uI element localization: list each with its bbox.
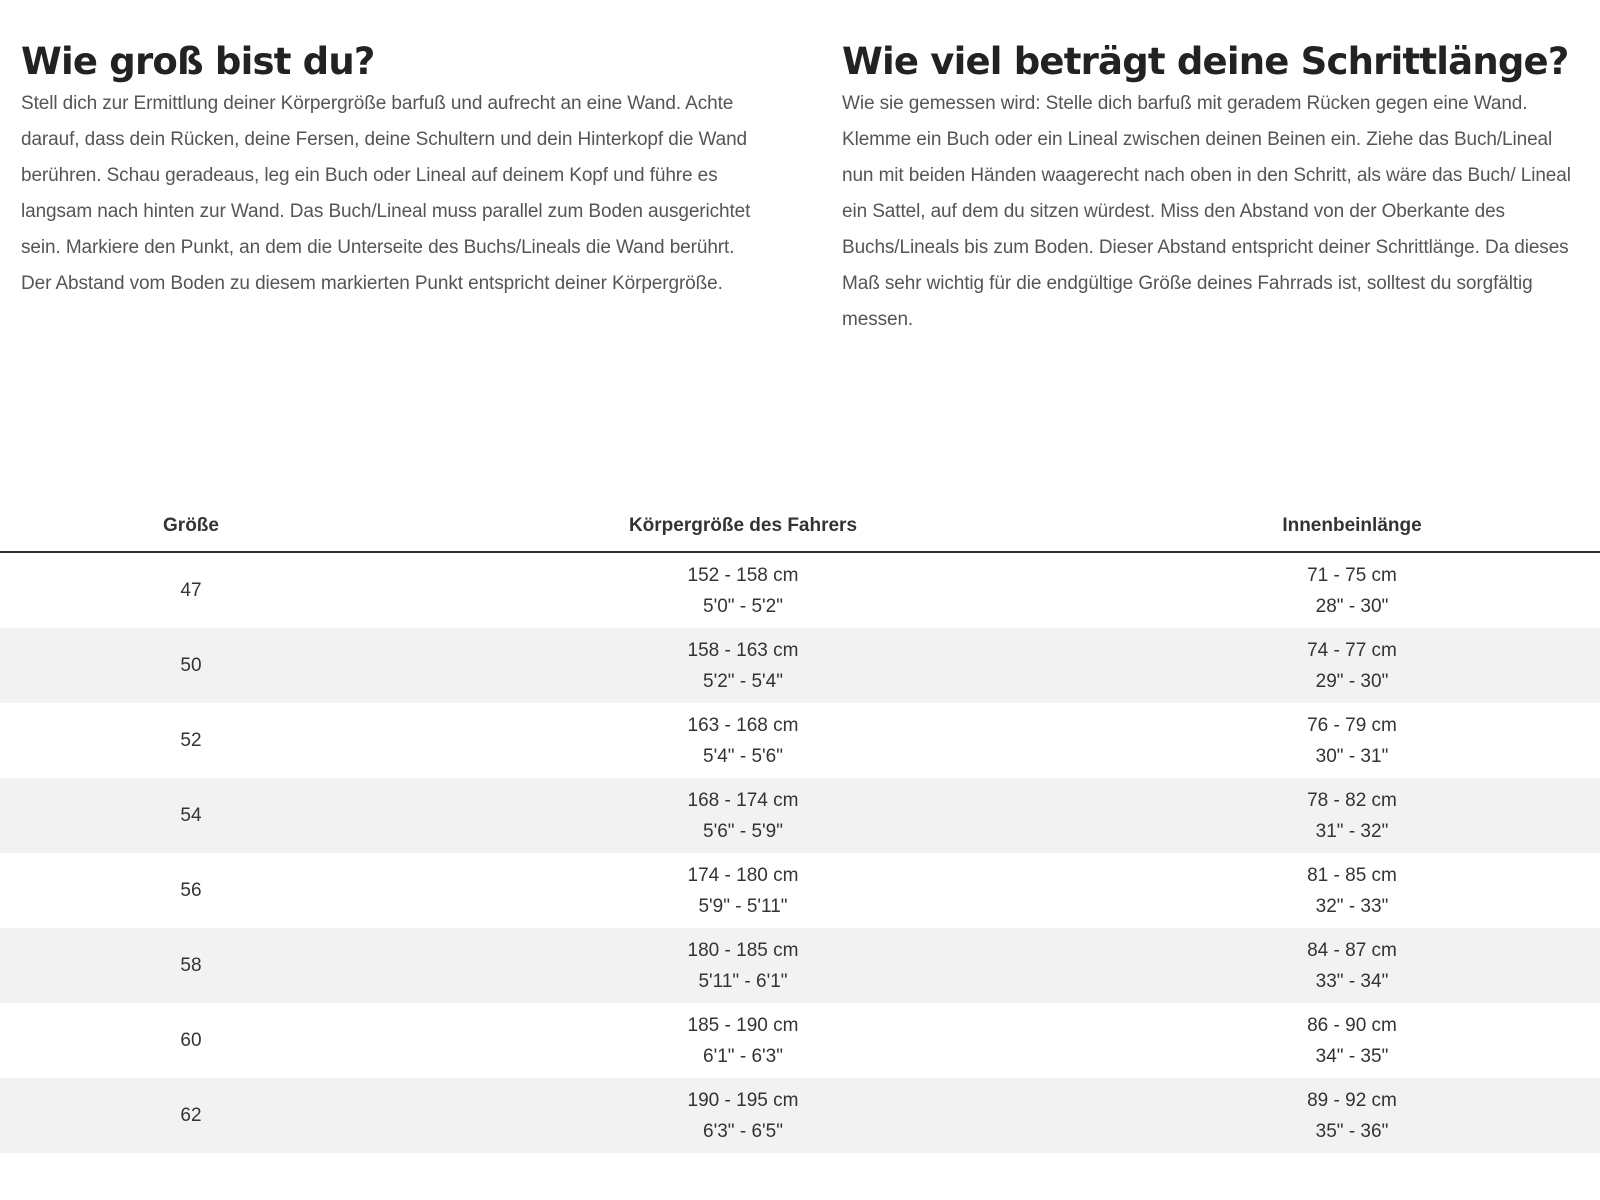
body-height-instructions: Stell dich zur Ermittlung deiner Körpergröße barfuß und aufrecht an eine Wand. Achte darauf, dass dein Rücken, deine Fersen, deine Schultern und dein Hinterkopf die Wand berühren. Schau geradeaus, leg ein Buch oder Lineal auf deinem Kopf und führe es langsam nach hinten zur Wand. Das Buch/Lineal muss parallel zum Boden ausgerichtet sein. Markiere den Punkt, an dem die Unterseite des Buchs/Lineals die Wand berührt. Der Abstand vom Boden zu diesem markierten Punkt entspricht deiner Körpergröße.	[21, 93, 751, 294]
height-ft-value: 5'6" - 5'9"	[703, 820, 783, 842]
inseam-cell	[1104, 1003, 1600, 1078]
inseam-title: Wie viel beträgt deine Schrittlänge?	[842, 40, 1569, 83]
table-row	[0, 703, 1600, 778]
rider-height-cell	[382, 703, 1104, 778]
rider-height-cell	[382, 778, 1104, 853]
inseam-in-value: 35" - 36"	[1315, 1120, 1389, 1142]
rider-height-cell	[382, 853, 1104, 928]
inseam-cm-value: 74 - 77 cm	[1307, 639, 1397, 661]
inseam-cell	[1104, 853, 1600, 928]
height-cm-value: 185 - 190 cm	[687, 1014, 799, 1036]
height-cm-value: 152 - 158 cm	[687, 564, 799, 586]
rider-height-cell	[382, 1078, 1104, 1153]
height-cm-value: 158 - 163 cm	[687, 639, 799, 661]
inseam-in-value: 31" - 32"	[1315, 820, 1389, 842]
height-cm-value: 180 - 185 cm	[687, 939, 799, 961]
height-ft-value: 6'1" - 6'3"	[703, 1045, 783, 1067]
table-row	[0, 778, 1600, 853]
height-ft-value: 5'11" - 6'1"	[698, 970, 788, 992]
inseam-in-value: 28" - 30"	[1315, 595, 1389, 617]
table-row	[0, 1003, 1600, 1078]
inseam-cm-value: 84 - 87 cm	[1307, 939, 1397, 961]
header-rider-height: Körpergröße des Fahrers	[382, 500, 1104, 552]
table-header-row	[0, 500, 1600, 552]
inseam-in-value: 30" - 31"	[1315, 745, 1389, 767]
inseam-cm-value: 78 - 82 cm	[1307, 789, 1397, 811]
body-height-title: Wie groß bist du?	[21, 40, 375, 83]
inseam-cm-value: 89 - 92 cm	[1307, 1089, 1397, 1111]
height-ft-value: 5'0" - 5'2"	[703, 595, 783, 617]
inseam-in-value: 34" - 35"	[1315, 1045, 1389, 1067]
inseam-section	[842, 38, 1582, 338]
inseam-instructions: Wie sie gemessen wird: Stelle dich barfuß mit geradem Rücken gegen eine Wand. Klemme ein Buch oder ein Lineal zwischen deinen Beinen ein. Ziehe das Buch/Lineal nun mit beiden Händen waagerecht nach oben in den Schritt, als wäre das Buch/ Lineal ein Sattel, auf dem du sitzen würdest. Miss den Abstand von der Oberkante des Buchs/Lineals bis zum Boden. Dieser Abstand entspricht deiner Schrittlänge. Da dieses Maß sehr wichtig für die endgültige Größe deines Fahrrads ist, solltest du sorgfältig messen.	[842, 93, 1571, 330]
rider-height-cell	[382, 928, 1104, 1003]
inseam-in-value: 29" - 30"	[1315, 670, 1389, 692]
size-table	[0, 500, 1600, 1153]
inseam-cell	[1104, 552, 1600, 628]
size-cell: 62	[0, 1078, 382, 1153]
size-cell: 58	[0, 928, 382, 1003]
table-row	[0, 928, 1600, 1003]
inseam-cell	[1104, 928, 1600, 1003]
height-ft-value: 6'3" - 6'5"	[703, 1120, 783, 1142]
size-cell: 60	[180, 1030, 202, 1051]
inseam-cm-value: 76 - 79 cm	[1307, 714, 1397, 736]
rider-height-cell	[382, 1003, 1104, 1078]
height-ft-value: 5'2" - 5'4"	[703, 670, 783, 692]
body-height-section	[21, 38, 761, 302]
header-size: Größe	[0, 500, 382, 552]
size-cell: 47	[180, 580, 202, 601]
height-cm-value: 190 - 195 cm	[687, 1089, 799, 1111]
height-cm-value: 168 - 174 cm	[687, 789, 799, 811]
inseam-cm-value: 81 - 85 cm	[1307, 864, 1397, 886]
inseam-cell	[1104, 1078, 1600, 1153]
inseam-cm-value: 86 - 90 cm	[1307, 1014, 1397, 1036]
rider-height-cell	[382, 552, 1104, 628]
size-cell: 50	[0, 628, 382, 703]
table-row	[0, 552, 1600, 628]
size-cell: 54	[0, 778, 382, 853]
inseam-in-value: 33" - 34"	[1315, 970, 1389, 992]
inseam-cm-value: 71 - 75 cm	[1307, 564, 1397, 586]
height-ft-value: 5'4" - 5'6"	[703, 745, 783, 767]
height-cm-value: 163 - 168 cm	[687, 714, 799, 736]
inseam-in-value: 32" - 33"	[1315, 895, 1389, 917]
height-cm-value: 174 - 180 cm	[687, 864, 799, 886]
size-cell: 56	[180, 880, 202, 901]
table-row	[0, 1078, 1600, 1153]
inseam-cell	[1104, 778, 1600, 853]
table-row	[0, 853, 1600, 928]
table-row	[0, 628, 1600, 703]
height-ft-value: 5'9" - 5'11"	[698, 895, 788, 917]
table-body	[0, 552, 1600, 1153]
intro-section	[0, 38, 1600, 338]
header-inseam: Innenbeinlänge	[1104, 500, 1600, 552]
rider-height-cell	[382, 628, 1104, 703]
size-cell: 52	[180, 730, 202, 751]
inseam-cell	[1104, 703, 1600, 778]
inseam-cell	[1104, 628, 1600, 703]
